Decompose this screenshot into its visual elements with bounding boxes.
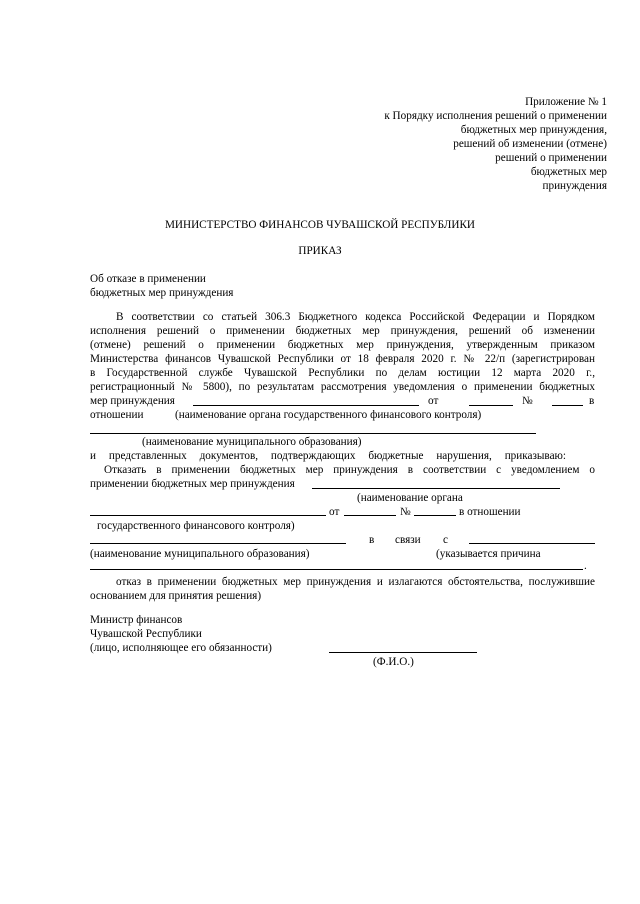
fill-blank-line	[90, 515, 326, 516]
body-line: отказ в применении бюджетных мер принуждения и излагаются обстоятельства, послужившие	[116, 576, 595, 588]
body-line: в Государственной службе Чувашской Республики по делам юстиции 12 марта 2020 г.,	[90, 367, 595, 379]
field-hint: (наименование органа государственного финансового контроля)	[175, 409, 482, 421]
fill-blank-line	[90, 543, 346, 544]
body-text: в	[369, 534, 375, 546]
appendix-line: бюджетных мер принуждения,	[460, 124, 607, 136]
body-line: мер принуждения	[90, 395, 175, 407]
body-text: отношении	[90, 409, 144, 421]
document-type: ПРИКАЗ	[298, 245, 342, 257]
field-hint: (указывается причина	[436, 548, 541, 560]
field-hint: (наименование муниципального образования)	[142, 436, 362, 448]
body-line: регистрационный № 5800), по результатам рассмотрения уведомления о применении бюджетных	[90, 381, 595, 393]
fill-blank-line	[193, 405, 419, 406]
appendix-line: принуждения	[542, 180, 607, 192]
body-line: В соответствии со статьей 306.3 Бюджетного кодекса Российской Федерации и Порядком	[116, 311, 595, 323]
fill-blank-line	[90, 569, 583, 570]
body-text: связи	[395, 534, 421, 546]
body-text: .	[584, 560, 587, 572]
fill-blank-line	[344, 515, 396, 516]
appendix-line: бюджетных мер	[530, 166, 607, 178]
body-text: с	[443, 534, 448, 546]
body-line: Отказать в применении бюджетных мер принуждения в соответствии с уведомлением о	[104, 464, 595, 476]
body-line: основанием для принятия решения)	[90, 590, 262, 602]
fill-blank-line	[90, 433, 536, 434]
fill-blank-line	[469, 405, 513, 406]
signature-title: (лицо, исполняющее его обязанности)	[90, 642, 272, 654]
body-text: от	[428, 395, 439, 407]
body-text: №	[522, 395, 533, 407]
body-text: от	[329, 506, 340, 518]
name-hint: (Ф.И.О.)	[373, 656, 414, 668]
body-line: исполнения решений о применении бюджетных мер принуждения, решений об изменении	[90, 325, 595, 337]
appendix-line: решений о применении	[495, 152, 607, 164]
fill-blank-line	[469, 543, 595, 544]
signature-line	[329, 652, 477, 653]
fill-blank-line	[414, 515, 456, 516]
body-line: применении бюджетных мер принуждения	[90, 478, 295, 490]
body-text: №	[400, 506, 411, 518]
subject-line: Об отказе в применении	[90, 273, 206, 285]
appendix-line: к Порядку исполнения решений о применении	[384, 110, 607, 122]
fill-blank-line	[552, 405, 583, 406]
body-line: и представленных документов, подтверждающих бюджетные нарушения, приказываю:	[90, 450, 566, 462]
ministry-title: МИНИСТЕРСТВО ФИНАНСОВ ЧУВАШСКОЙ РЕСПУБЛИКИ	[164, 219, 476, 231]
field-hint: (наименование муниципального образования)	[90, 548, 310, 560]
subject-line: бюджетных мер принуждения	[90, 287, 234, 299]
body-line: (отмене) решений о применении бюджетных мер принуждения, утвержденным приказом	[90, 339, 595, 351]
appendix-line: решений об изменении (отмене)	[453, 138, 607, 150]
body-line: Министерства финансов Чувашской Республики от 18 февраля 2020 г. № 22/п (зарегистрирован	[90, 353, 595, 365]
appendix-line: Приложение № 1	[525, 96, 607, 108]
body-text: в отношении	[459, 506, 521, 518]
body-text: в	[589, 395, 595, 407]
field-hint: государственного финансового контроля)	[97, 520, 295, 532]
signature-title: Министр финансов	[90, 614, 183, 626]
fill-blank-line	[312, 488, 560, 489]
field-hint: (наименование органа	[357, 492, 463, 504]
signature-title: Чувашской Республики	[90, 628, 202, 640]
